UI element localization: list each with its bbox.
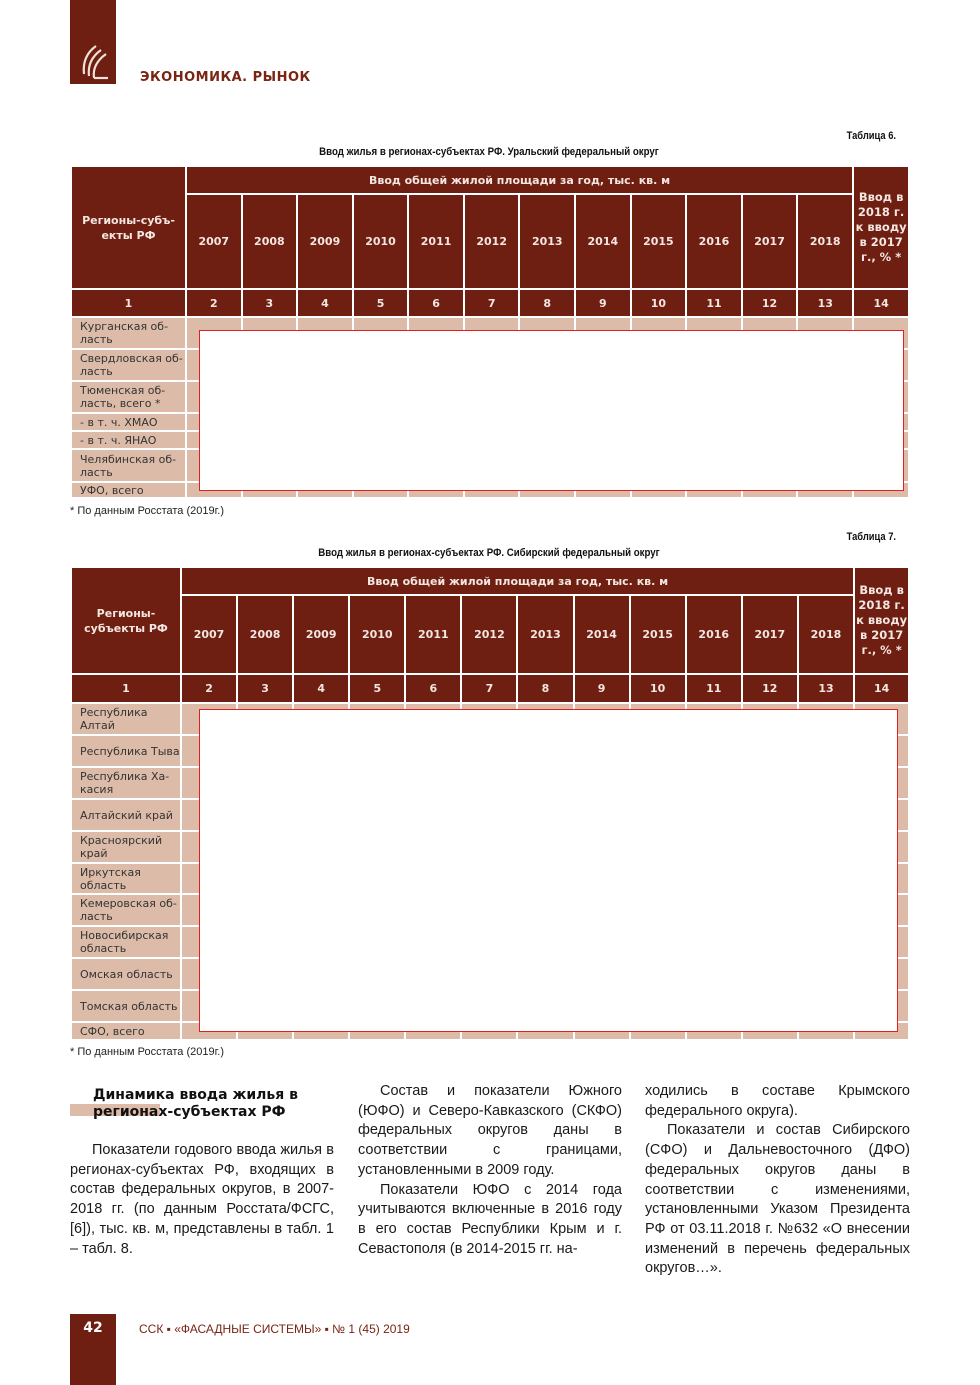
year-header: 2013 — [519, 194, 575, 289]
year-header: 2018 — [798, 595, 854, 674]
table-7-title: Ввод жилья в регионах-субъектах РФ. Сибирский федеральный округ — [318, 547, 660, 559]
header-row — [71, 567, 909, 595]
year-header: 2010 — [349, 595, 405, 674]
column-number: 2 — [181, 674, 237, 703]
column-number: 3 — [242, 289, 298, 317]
column-number: 1 — [71, 289, 186, 317]
column-number: 13 — [797, 289, 853, 317]
year-header: 2011 — [405, 595, 461, 674]
group-column-header: Ввод общей жилой площади за год, тыс. кв. м — [186, 166, 853, 194]
year-header: 2009 — [293, 595, 349, 674]
year-header: 2010 — [353, 194, 409, 289]
section-title: ЭКОНОМИКА. РЫНОК — [140, 70, 311, 85]
region-name: Курганская об-ласть — [71, 317, 186, 349]
region-column-header: Регионы-субъекты РФ — [71, 567, 181, 674]
article-column-1 — [70, 1141, 334, 1259]
paragraph: Состав и показатели Южного (ЮФО) и Северо-Кавказского (СКФО) федеральных округов даны в соответствии с границами, установленными в 2009 году. — [358, 1083, 622, 1178]
redaction-box — [199, 330, 904, 491]
region-name: Новосибирская область — [71, 926, 181, 958]
year-header: 2018 — [797, 194, 853, 289]
column-number-row — [71, 674, 909, 703]
column-number: 8 — [519, 289, 575, 317]
column-number: 1 — [71, 674, 181, 703]
paragraph: Показатели годового ввода жилья в регионах-субъектах РФ, входящих в состав федеральных округов, в 2007-2018 гг. (по данным Росстата/ФСГС, [6]), тыс. кв. м, представлены в табл. 1 – табл. 8. — [70, 1142, 334, 1257]
column-number-row — [71, 289, 909, 317]
region-name: Красноярский край — [71, 831, 181, 863]
column-number: 7 — [464, 289, 520, 317]
ratio-column-header: Ввод в 2018 г. к вводу в 2017 г., % * — [854, 567, 909, 674]
table-7-label: Таблица 7. — [846, 531, 896, 543]
column-number: 5 — [349, 674, 405, 703]
column-number: 11 — [686, 289, 742, 317]
year-header: 2017 — [742, 595, 798, 674]
header-row — [71, 166, 909, 194]
year-row — [71, 194, 909, 289]
year-header: 2011 — [408, 194, 464, 289]
region-name: Кемеровская об-ласть — [71, 894, 181, 926]
ratio-column-header: Ввод в 2018 г. к вводу в 2017 г., % * — [853, 166, 909, 289]
table-6-label: Таблица 6. — [846, 130, 896, 142]
table-6-footnote: * По данным Росстата (2019г.) — [70, 505, 224, 517]
year-header: 2009 — [297, 194, 353, 289]
year-header: 2007 — [186, 194, 242, 289]
column-number: 4 — [297, 289, 353, 317]
column-number: 4 — [293, 674, 349, 703]
year-header: 2016 — [686, 595, 742, 674]
year-header: 2015 — [631, 194, 687, 289]
year-header: 2013 — [517, 595, 573, 674]
region-name: Тюменская об-ласть, всего * — [71, 381, 186, 413]
year-header: 2012 — [464, 194, 520, 289]
column-number: 14 — [853, 289, 909, 317]
region-name: Челябинская об-ласть — [71, 449, 186, 482]
column-number: 7 — [461, 674, 517, 703]
column-number: 3 — [237, 674, 293, 703]
region-name: Омская область — [71, 958, 181, 990]
article-column-3 — [645, 1082, 910, 1279]
paragraph: Показатели и состав Сибирского (СФО) и Дальневосточного (ДФО) федеральных округов даны в соответствии с изменениями, установленными Указом Президента РФ от 03.11.2018 г. №632 «О внесении изменений в перечень федеральных округов…». — [645, 1122, 910, 1277]
region-name: Свердловская об-ласть — [71, 349, 186, 381]
region-name: УФО, всего — [71, 482, 186, 498]
year-header: 2017 — [742, 194, 798, 289]
column-number: 10 — [631, 289, 687, 317]
column-number: 11 — [686, 674, 742, 703]
region-name: Иркутская область — [71, 863, 181, 894]
region-name: Алтайский край — [71, 799, 181, 831]
region-name: Республика Тыва — [71, 735, 181, 767]
region-name: СФО, всего — [71, 1022, 181, 1040]
column-number: 5 — [353, 289, 409, 317]
column-number: 2 — [186, 289, 242, 317]
region-name: - в т. ч. ХМАО — [71, 413, 186, 431]
region-name: - в т. ч. ЯНАО — [71, 431, 186, 449]
column-number: 12 — [742, 674, 798, 703]
facade-lines-logo-icon — [74, 38, 112, 80]
column-number: 13 — [798, 674, 854, 703]
redaction-box — [199, 709, 898, 1032]
column-number: 8 — [517, 674, 573, 703]
region-name: Томская область — [71, 990, 181, 1022]
footer-text: ССК ▪ «ФАСАДНЫЕ СИСТЕМЫ» ▪ № 1 (45) 2019 — [139, 1322, 410, 1336]
group-column-header: Ввод общей жилой площади за год, тыс. кв. м — [181, 567, 854, 595]
column-number: 10 — [630, 674, 686, 703]
year-header: 2016 — [686, 194, 742, 289]
page-number: 42 — [83, 1320, 103, 1336]
article-column-2 — [358, 1082, 622, 1259]
region-name: Республика Ха-касия — [71, 767, 181, 799]
year-header: 2008 — [237, 595, 293, 674]
year-header: 2014 — [575, 194, 631, 289]
year-header: 2008 — [242, 194, 298, 289]
column-number: 6 — [408, 289, 464, 317]
year-row — [71, 595, 909, 674]
table-6-title: Ввод жилья в регионах-субъектах РФ. Уральский федеральный округ — [319, 146, 659, 158]
year-header: 2012 — [461, 595, 517, 674]
table-7-footnote: * По данным Росстата (2019г.) — [70, 1046, 224, 1058]
article-subheading: Динамика ввода жилья в регионах-субъектах РФ — [93, 1087, 299, 1120]
column-number: 6 — [405, 674, 461, 703]
year-header: 2014 — [574, 595, 630, 674]
year-header: 2007 — [181, 595, 237, 674]
column-number: 9 — [574, 674, 630, 703]
year-header: 2015 — [630, 595, 686, 674]
region-name: Республика Алтай — [71, 703, 181, 735]
column-number: 14 — [854, 674, 909, 703]
column-number: 12 — [742, 289, 798, 317]
paragraph: ходились в составе Крымского федерального округа). — [645, 1083, 910, 1119]
column-number: 9 — [575, 289, 631, 317]
region-column-header: Регионы-субъ-екты РФ — [71, 166, 186, 289]
paragraph: Показатели ЮФО с 2014 года учитываются включенные в 2016 году в его состав Республики Крым и г. Севастополя (в 2014-2015 гг. на- — [358, 1181, 622, 1257]
